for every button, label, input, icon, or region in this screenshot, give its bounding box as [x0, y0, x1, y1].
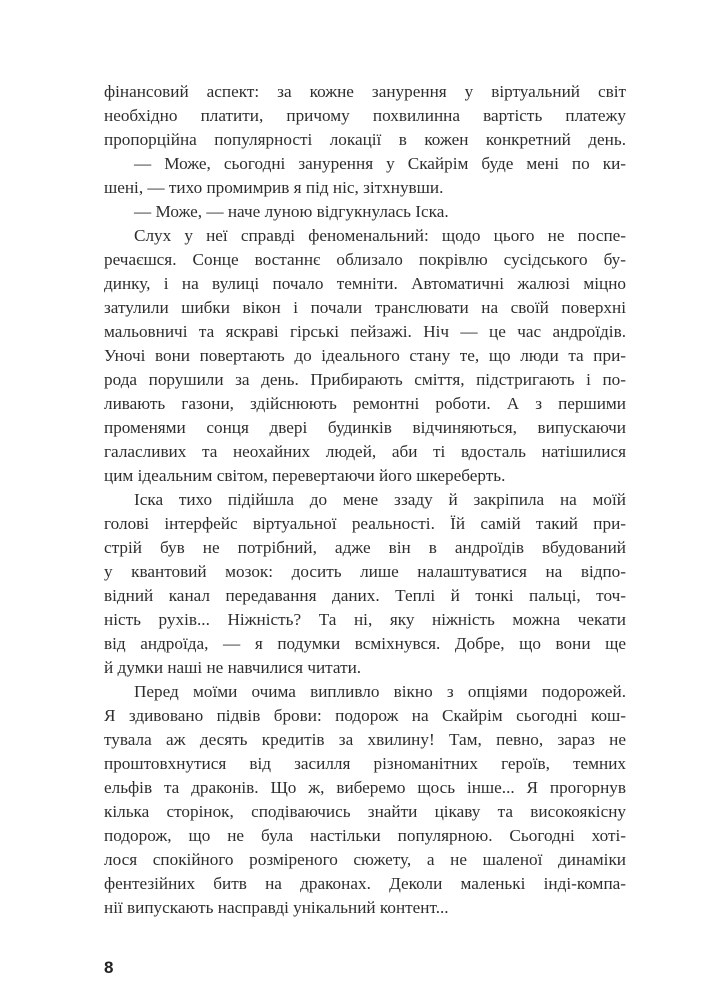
text-line: речаєшся. Сонце востаннє облизало покрівлю сусідського бу- [104, 250, 626, 269]
text-line: цим ідеальним світом, перевертаючи його шкереберть. [104, 466, 506, 485]
body-text [104, 80, 626, 920]
text-line: динку, і на вулиці почало темніти. Автоматичні жалюзі міцно [104, 274, 626, 293]
text-line: нії випускають насправді унікальний контент... [104, 898, 449, 917]
text-line: у квантовий мозок: досить лише налаштуватися на відпо- [104, 562, 626, 581]
text-line: тувала аж десять кредитів за хвилину! Там, певно, зараз не [104, 730, 626, 749]
text-line: мальовничі та яскраві гірські пейзажі. Ніч — це час андроїдів. [104, 322, 626, 341]
text-line: голові інтерфейс віртуальної реальності. Їй самій такий при- [104, 514, 626, 533]
text-line: ливають газони, здійснюють ремонтні роботи. А з першими [104, 394, 626, 413]
text-line: подорож, що не була настільки популярною. Сьогодні хоті- [104, 826, 626, 845]
text-line: проштовхнутися від засилля різноманітних героїв, темних [104, 754, 626, 773]
page-number: 8 [104, 958, 114, 977]
text-line: необхідно платити, причому похвилинна вартість платежу [104, 106, 626, 125]
text-line: пропорційна популярності локації в кожен конкретний день. [104, 130, 626, 149]
text-line: променями сонця двері будинків відчиняються, випускаючи [104, 418, 626, 437]
text-line: — Може, — наче луною відгукнулась Іска. [134, 202, 449, 221]
text-line: галасливих та неохайних людей, аби ті вдосталь натішилися [104, 442, 626, 461]
text-line: Я здивовано підвів брови: подорож на Скайрім сьогодні кош- [104, 706, 626, 725]
text-line: Іска тихо підійшла до мене ззаду й закріпила на моїй [134, 490, 626, 509]
text-line: ність рухів... Ніжність? Та ні, яку ніжність можна чекати [104, 610, 626, 629]
text-line: шені, — тихо промимрив я під ніс, зітхнувши. [104, 178, 444, 197]
text-line: ельфів та драконів. Що ж, виберемо щось інше... Я прогорнув [104, 778, 626, 797]
text-line: лося спокійного розміреного сюжету, а не шаленої динаміки [104, 850, 626, 869]
text-line: Слух у неї справді феноменальний: щодо цього не поспе- [134, 226, 626, 245]
text-line: фінансовий аспект: за кожне занурення у віртуальний світ [104, 82, 626, 101]
text-line: Перед моїми очима випливло вікно з опціями подорожей. [134, 682, 626, 701]
text-line: Уночі вони повертають до ідеального стану те, що люди та при- [104, 346, 626, 365]
text-line: стрій був не потрібний, адже він в андроїдів вбудований [104, 538, 626, 557]
text-line: фентезійних битв на драконах. Деколи маленькі інді-компа- [104, 874, 626, 893]
text-line: — Може, сьогодні занурення у Скайрім буде мені по ки- [134, 154, 626, 173]
text-line: від андроїда, — я подумки всміхнувся. Добре, що вони ще [104, 634, 626, 653]
text-line: кілька сторінок, сподіваючись знайти цікаву та високоякісну [104, 802, 626, 821]
text-line: рода порушили за день. Прибирають сміття, підстригають і по- [104, 370, 626, 389]
text-line: затулили шибки вікон і почали транслювати на своїй поверхні [104, 298, 626, 317]
text-line: й думки наші не навчилися читати. [104, 658, 362, 677]
text-line: відний канал передавання даних. Теплі й тонкі пальці, точ- [104, 586, 626, 605]
